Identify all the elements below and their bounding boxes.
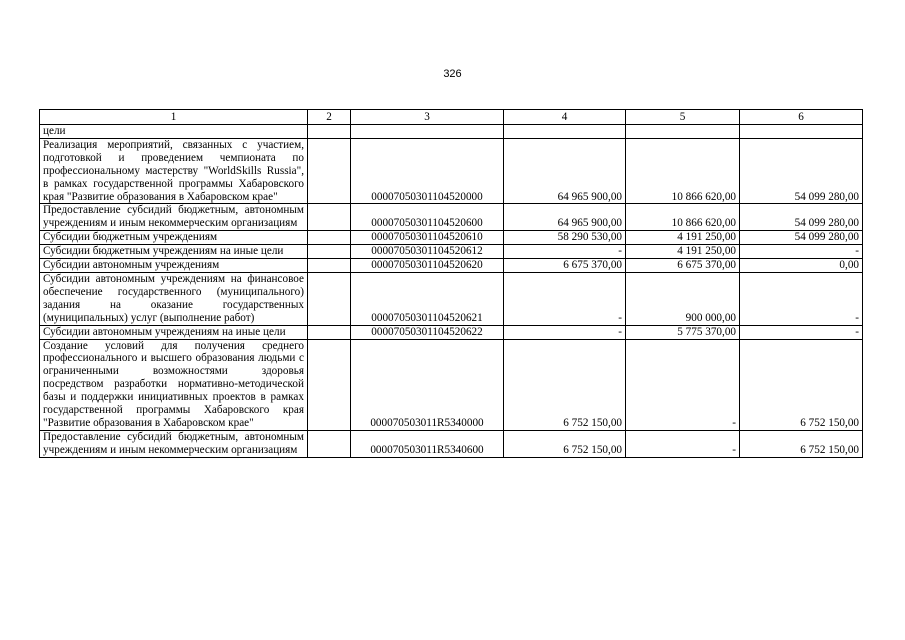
- table-row: [40, 204, 863, 231]
- row-value-4: 64 965 900,00: [504, 138, 626, 204]
- row-col2: [308, 125, 351, 139]
- row-value-6: 54 099 280,00: [740, 138, 863, 204]
- row-code: 00007050301104520610: [351, 231, 504, 245]
- row-value-4: 6 752 150,00: [504, 430, 626, 457]
- row-description: Субсидии автономным учреждениям на финансовое обеспечение государственного (муниципального) задания на оказание государственных (муниципальных) услуг (выполнение работ): [40, 272, 308, 325]
- row-value-4: 6 675 370,00: [504, 259, 626, 273]
- page-number: 326: [443, 68, 462, 80]
- row-value-4: [504, 125, 626, 139]
- row-value-5: [626, 125, 740, 139]
- table-row: [40, 325, 863, 339]
- column-header: 2: [308, 110, 351, 125]
- row-description: Субсидии бюджетным учреждениям на иные цели: [40, 245, 308, 259]
- row-value-6: [740, 125, 863, 139]
- row-description: Предоставление субсидий бюджетным, автономным учреждениям и иным некоммерческим организациям: [40, 430, 308, 457]
- row-value-5: 5 775 370,00: [626, 325, 740, 339]
- row-value-6: 54 099 280,00: [740, 231, 863, 245]
- row-code: 00007050301104520622: [351, 325, 504, 339]
- row-description: цели: [40, 125, 308, 139]
- table-row: [40, 430, 863, 457]
- row-value-4: 6 752 150,00: [504, 339, 626, 430]
- table-row: [40, 272, 863, 325]
- row-value-6: 6 752 150,00: [740, 339, 863, 430]
- row-description: Реализация мероприятий, связанных с участием, подготовкой и проведением чемпионата по профессиональному мастерству "WorldSkills Russia", в рамках государственной программы Хабаровского края "Развитие образования в Хабаровском крае": [40, 138, 308, 204]
- table-header-row: [40, 110, 863, 125]
- column-header: 3: [351, 110, 504, 125]
- column-header: 6: [740, 110, 863, 125]
- row-code: 000070503011R5340000: [351, 339, 504, 430]
- table-row: [40, 245, 863, 259]
- row-value-4: -: [504, 325, 626, 339]
- row-value-6: 54 099 280,00: [740, 204, 863, 231]
- row-value-5: 4 191 250,00: [626, 245, 740, 259]
- row-value-4: -: [504, 245, 626, 259]
- row-value-6: 0,00: [740, 259, 863, 273]
- row-value-4: 64 965 900,00: [504, 204, 626, 231]
- row-value-5: 900 000,00: [626, 272, 740, 325]
- row-description: Субсидии бюджетным учреждениям: [40, 231, 308, 245]
- row-description: Создание условий для получения среднего профессионального и высшего образования людьми с ограниченными возможностями здоровья посредством разработки нормативно-методической базы и поддержки инициативных проектов в рамках государственной программы Хабаровского края "Развитие образования в Хабаровском крае": [40, 339, 308, 430]
- row-col2: [308, 430, 351, 457]
- row-value-4: -: [504, 272, 626, 325]
- column-header: 5: [626, 110, 740, 125]
- row-value-6: -: [740, 245, 863, 259]
- row-description: Предоставление субсидий бюджетным, автономным учреждениям и иным некоммерческим организациям: [40, 204, 308, 231]
- row-col2: [308, 272, 351, 325]
- row-col2: [308, 245, 351, 259]
- row-code: 00007050301104520620: [351, 259, 504, 273]
- column-header: 4: [504, 110, 626, 125]
- table-row: [40, 138, 863, 204]
- row-code: 00007050301104520621: [351, 272, 504, 325]
- row-description: Субсидии автономным учреждениям: [40, 259, 308, 273]
- column-header: 1: [40, 110, 308, 125]
- row-code: 00007050301104520600: [351, 204, 504, 231]
- table-row: [40, 339, 863, 430]
- row-value-5: 6 675 370,00: [626, 259, 740, 273]
- row-value-5: 4 191 250,00: [626, 231, 740, 245]
- row-code: 00007050301104520000: [351, 138, 504, 204]
- row-col2: [308, 231, 351, 245]
- row-value-6: -: [740, 325, 863, 339]
- table-row: [40, 231, 863, 245]
- row-code: [351, 125, 504, 139]
- row-value-5: -: [626, 430, 740, 457]
- row-value-5: 10 866 620,00: [626, 138, 740, 204]
- row-value-6: 6 752 150,00: [740, 430, 863, 457]
- row-col2: [308, 138, 351, 204]
- row-value-5: 10 866 620,00: [626, 204, 740, 231]
- row-code: 00007050301104520612: [351, 245, 504, 259]
- row-col2: [308, 325, 351, 339]
- row-col2: [308, 339, 351, 430]
- table-row: [40, 125, 863, 139]
- table-row: [40, 259, 863, 273]
- row-value-5: -: [626, 339, 740, 430]
- row-value-4: 58 290 530,00: [504, 231, 626, 245]
- row-value-6: -: [740, 272, 863, 325]
- budget-table: [39, 109, 863, 458]
- row-code: 000070503011R5340600: [351, 430, 504, 457]
- row-col2: [308, 204, 351, 231]
- row-col2: [308, 259, 351, 273]
- row-description: Субсидии автономным учреждениям на иные цели: [40, 325, 308, 339]
